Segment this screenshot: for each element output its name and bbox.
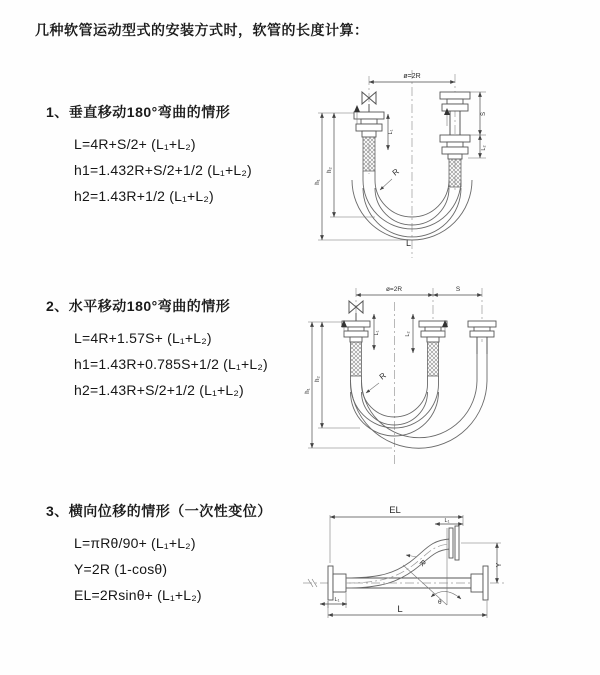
braided-hose-section — [351, 342, 362, 376]
right-flange-assembly — [468, 321, 496, 354]
label-radius: R — [417, 558, 428, 569]
label-theta: θ — [438, 599, 442, 606]
displaced-flange — [449, 526, 459, 560]
page-title: 几种软管运动型式的安装方式时，软管的长度计算： — [35, 22, 369, 38]
section-1-formulas — [74, 131, 252, 209]
dim-label-h1: h₁ — [315, 179, 321, 185]
dim-label-2r: ø=2R — [385, 286, 403, 293]
section-2 — [46, 296, 268, 403]
section-1 — [46, 102, 252, 209]
label-radius: R — [390, 166, 401, 178]
angle-arc — [431, 591, 461, 599]
dim-label-y: Y — [496, 562, 503, 568]
dim-label-l1-top: L₁ — [444, 518, 450, 524]
dim-label-2r: ø=2R — [403, 73, 421, 80]
braided-hose-section — [428, 342, 439, 376]
section-3-heading: 3、横向位移的情形（一次性变位） — [46, 503, 272, 519]
hose-u-bend — [351, 354, 488, 448]
formula-line: h2=1.43R+S/2+1/2 (L₁+L₂) — [74, 382, 244, 398]
section-2-formulas — [74, 325, 268, 403]
hose-s-curve — [346, 539, 450, 588]
section-3-formulas — [74, 530, 272, 608]
radius-leader — [380, 179, 392, 190]
mid-flange-assembly — [419, 321, 447, 376]
braided-hose-section — [449, 159, 461, 187]
dim-label-l: L — [397, 604, 403, 615]
formula-line: L=4R+S/2+ (L₁+L₂) — [74, 136, 196, 152]
left-flange-assembly — [354, 112, 384, 171]
dim-label-h2: h₂ — [327, 167, 333, 173]
formula-line: h1=1.43R+0.785S+1/2 (L₁+L₂) — [74, 356, 268, 372]
dim-label-l1: L₁ — [388, 129, 394, 135]
radius-leader — [406, 555, 417, 557]
section-1-heading: 1、垂直移动180°弯曲的情形 — [46, 104, 231, 120]
dim-label-h1: h₁ — [305, 388, 311, 394]
formula-line: Y=2R (1-cosθ) — [74, 561, 168, 577]
dim-label-l2: L₂ — [405, 331, 411, 337]
right-flange — [471, 566, 488, 600]
section-2-heading: 2、水平移动180°弯曲的情形 — [46, 298, 231, 314]
formula-line: L=4R+1.57S+ (L₁+L₂) — [74, 330, 212, 346]
diagram-lateral-displacement — [295, 493, 600, 645]
diagram-horizontal-180-bend — [300, 276, 560, 468]
formula-line: h1=1.432R+S/2+1/2 (L₁+L₂) — [74, 162, 252, 178]
formula-line: EL=2Rsinθ+ (L₁+L₂) — [74, 587, 202, 603]
formula-line: h2=1.43R+1/2 (L₁+L₂) — [74, 188, 214, 204]
label-length: L — [406, 238, 412, 248]
left-flange-assembly — [342, 321, 370, 376]
dim-label-s: S — [455, 286, 461, 293]
dim-label-el: EL — [389, 505, 401, 516]
section-3 — [46, 501, 272, 608]
radius-leader — [366, 383, 379, 393]
dim-label-l1: L₁ — [374, 330, 380, 336]
right-flange-assembly-top — [440, 92, 470, 111]
formula-line: L=πRθ/90+ (L₁+L₂) — [74, 535, 196, 551]
right-flange-assembly-mid — [440, 135, 470, 187]
diagram-vertical-180-bend — [302, 62, 560, 262]
label-radius: R — [377, 370, 388, 382]
dim-label-s: S — [481, 111, 487, 117]
dim-label-l1-bottom: L₁ — [334, 597, 340, 603]
braided-hose-section — [363, 137, 375, 171]
dim-label-h2: h₂ — [315, 376, 321, 382]
dim-label-l2: L₂ — [481, 145, 487, 151]
left-flange — [328, 566, 346, 600]
